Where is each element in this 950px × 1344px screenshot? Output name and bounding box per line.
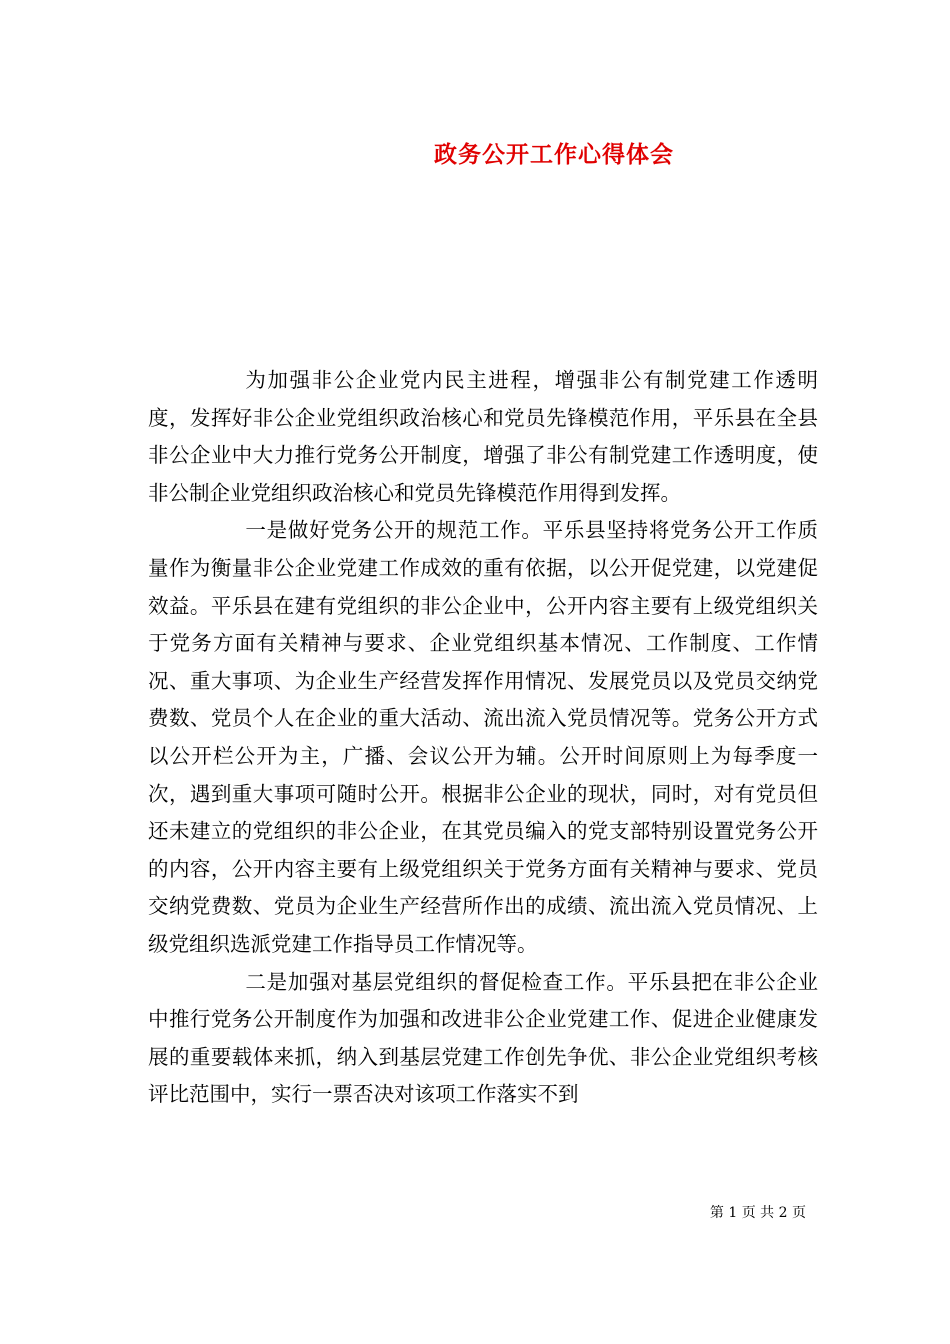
paragraph-intro: 为加强非公企业党内民主进程，增强非公有制党建工作透明度，发挥好非公企业党组织政治核心和党员先锋模范作用，平乐县在全县非公企业中大力推行党务公开制度，增强了非公有制党建工作透明度，使非公制企业党组织政治核心和党员先锋模范作用得到发挥。 — [148, 368, 818, 505]
document-title: 政务公开工作心得体会 — [434, 141, 674, 168]
document-body — [148, 362, 818, 1114]
page-number: 第 1 页 共 2 页 — [709, 1205, 806, 1221]
paragraph-point-one: 一是做好党务公开的规范工作。平乐县坚持将党务公开工作质量作为衡量非公企业党建工作成效的重有依据，以公开促党建，以党建促效益。平乐县在建有党组织的非公企业中，公开内容主要有上级党组织关于党务方面有关精神与要求、企业党组织基本情况、工作制度、工作情况、重大事项、为企业生产经营发挥作用情况、发展党员以及党员交纳党费数、党员个人在企业的重大活动、流出流入党员情况等。党务公开方式以公开栏公开为主，广播、会议公开为辅。公开时间原则上为每季度一次，遇到重大事项可随时公开。根据非公企业的现状，同时，对有党员但还未建立的党组织的非公企业，在其党员编入的党支部特别设置党务公开的内容，公开内容主要有上级党组织关于党务方面有关精神与要求、党员交纳党费数、党员为企业生产经营所作出的成绩、流出流入党员情况、上级党组织选派党建工作指导员工作情况等。 — [148, 518, 818, 956]
paragraph-point-two: 二是加强对基层党组织的督促检查工作。平乐县把在非公企业中推行党务公开制度作为加强和改进非公企业党建工作、促进企业健康发展的重要载体来抓，纳入到基层党建工作创先争优、非公企业党组织考核评比范围中，实行一票否决对该项工作落实不到 — [148, 969, 818, 1107]
